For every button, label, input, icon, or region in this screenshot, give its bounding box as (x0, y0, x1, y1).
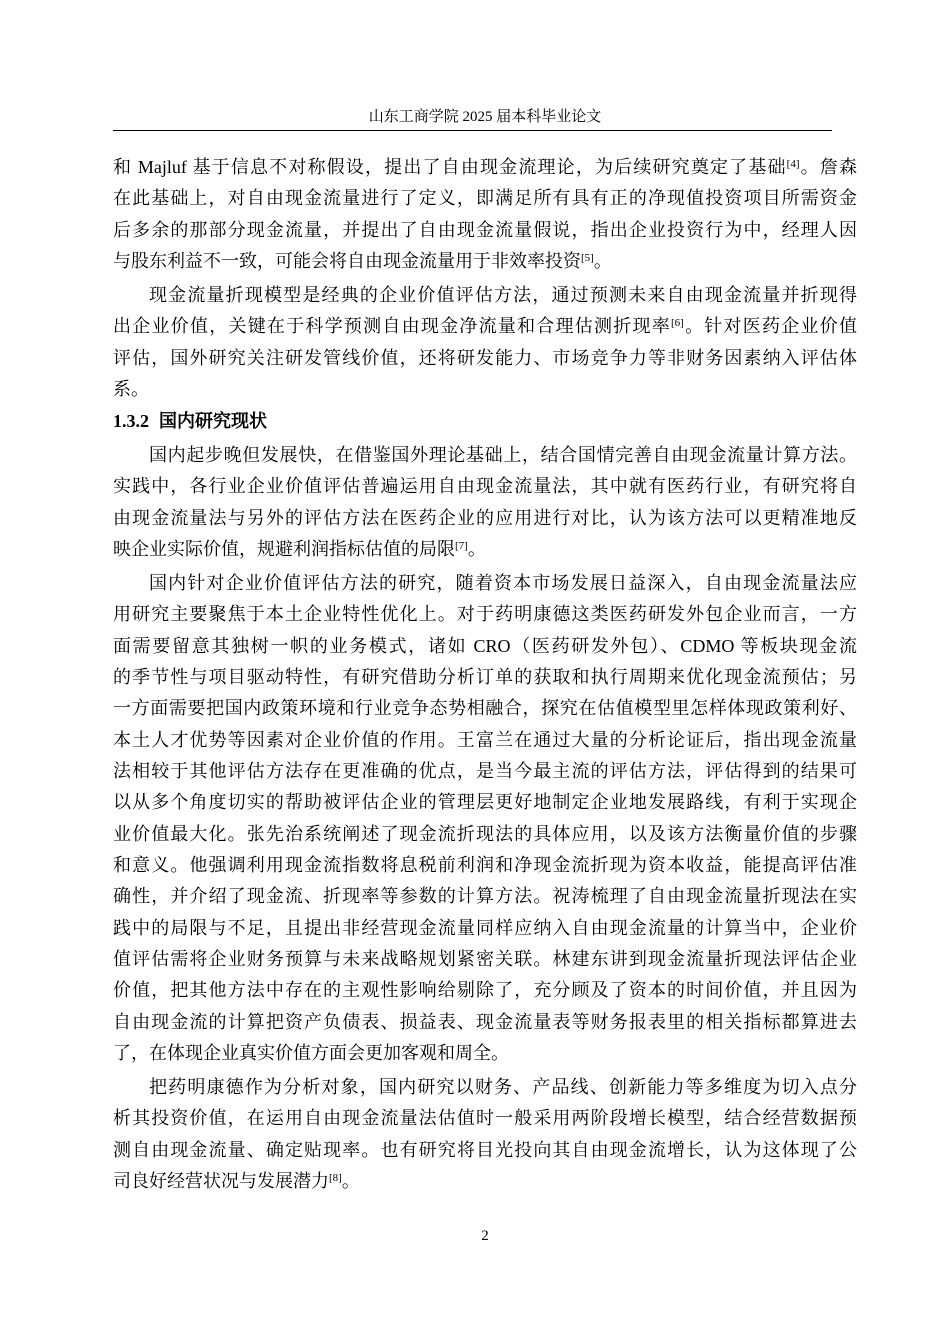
text-line: 值评估需将企业财务预算与未来战略规划紧密关联。林建东讲到现金流量折现法评估企业 (113, 949, 857, 970)
text-segment: 和 Majluf 基于信息不对称假设，提出了自由现金流理论，为后续研究奠定了基础 (113, 157, 787, 177)
page-number: 2 (481, 1228, 489, 1244)
citation-mark: [5] (581, 252, 594, 265)
text-line (113, 152, 857, 183)
citation-mark: [6] (671, 317, 684, 330)
paragraph (113, 1072, 857, 1197)
text-line: 面需要留意其独树一帜的业务模式，诸如 CRO（医药研发外包）、CDMO 等板块现金流 (113, 635, 857, 656)
text-line: 业价值最大化。张先治系统阐述了现金流折现法的具体应用，以及该方法衡量价值的步骤 (113, 823, 857, 844)
text-line: 的季节性与项目驱动特性，有研究借助分析订单的获取和执行周期来优化现金流预估；另 (113, 667, 857, 687)
text-segment: 与股东利益不一致，可能会将自由现金流量用于非效率投资 (113, 251, 581, 272)
text-line: 现金流量折现模型是经典的企业价值评估方法，通过预测未来自由现金流量并折现得 (149, 284, 857, 305)
text-line: 自由现金流的计算把资产负债表、损益表、现金流量表等财务报表里的相关指标都算进去 (113, 1011, 857, 1032)
citation-mark: [4] (786, 158, 800, 170)
text-line (113, 246, 857, 277)
text-line: 把药明康德作为分析对象，国内研究以财务、产品线、创新能力等多维度为切入点分 (149, 1076, 857, 1097)
text-line: 以从多个角度切实的帮助被评估企业的管理层更好地制定企业地发展路线，有利于实现企 (113, 792, 857, 813)
text-segment: 。詹森 (799, 157, 857, 177)
text-segment: 映企业实际价值，规避利润指标估值的局限 (113, 539, 455, 560)
text-segment: 。针对医药企业价值 (683, 316, 857, 337)
text-line (113, 534, 857, 565)
section-number: 1.3.2 (113, 411, 149, 432)
paragraph (113, 568, 857, 1070)
text-line (113, 311, 857, 342)
text-line: 价值，把其他方法中存在的主观性影响给剔除了，充分顾及了资本的时间价值，并且因为 (113, 980, 857, 1001)
text-line: 后多余的那部分现金流量，并提出了自由现金流量假说，指出企业投资行为中，经理人因 (113, 219, 857, 240)
text-segment: 。 (341, 1171, 360, 1191)
section-heading (113, 406, 857, 437)
text-line: 测自由现金流量、确定贴现率。也有研究将目光投向其自由现金流增长，认为这体现了公 (113, 1139, 857, 1160)
text-segment: 出企业价值，关键在于科学预测自由现金净流量和合理估测折现率 (113, 316, 671, 337)
text-line (113, 1166, 857, 1197)
text-line: 本土人才优势等因素对企业价值的作用。王富兰在通过大量的分析论证后，指出现金流量 (113, 729, 857, 750)
page-header-title: 山东工商学院 2025 届本科毕业论文 (368, 109, 602, 125)
text-line: 由现金流量法与另外的评估方法在医药企业的应用进行对比，认为该方法可以更精准地反 (113, 507, 857, 528)
text-line: 确性，并介绍了现金流、折现率等参数的计算方法。祝涛梳理了自由现金流量折现法在实 (113, 886, 857, 907)
text-line: 一方面需要把国内政策环境和行业竞争态势相融合，探究在估值模型里怎样体现政策利好、 (113, 698, 857, 719)
text-segment: 司良好经营状况与发展潜力 (113, 1171, 329, 1191)
citation-mark: [7] (455, 540, 468, 553)
text-segment: 。 (593, 251, 612, 272)
paragraph (113, 152, 857, 277)
citation-mark: [8] (329, 1172, 342, 1184)
body-text (113, 152, 857, 1197)
paragraph (113, 440, 857, 565)
text-line: 了，在体现企业真实价值方面会更加客观和周全。 (113, 1043, 509, 1064)
text-line: 国内针对企业价值评估方法的研究，随着资本市场发展日益深入，自由现金流量法应 (149, 572, 857, 593)
text-line: 践中的局限与不足，且提出非经营现金流量同样应纳入自由现金流量的计算当中，企业价 (113, 917, 857, 938)
text-line: 在此基础上，对自由现金流量进行了定义，即满足所有具有正的净现值投资项目所需资金 (113, 188, 857, 209)
section-title: 国内研究现状 (159, 411, 267, 432)
text-line: 国内起步晚但发展快，在借鉴国外理论基础上，结合国情完善自由现金流量计算方法。 (149, 445, 857, 466)
text-line: 法相较于其他评估方法存在更准确的优点，是当今最主流的评估方法，评估得到的结果可 (113, 761, 857, 782)
text-line: 和意义。他强调利用现金流指数将息税前利润和净现金流折现为资本收益，能提高评估准 (113, 855, 857, 876)
header-rule (113, 130, 832, 131)
text-line: 实践中，各行业企业价值评估普遍运用自由现金流量法，其中就有医药行业，有研究将自 (113, 476, 857, 497)
text-line: 系。 (113, 378, 149, 399)
paragraph (113, 280, 857, 405)
text-line: 析其投资价值，在运用自由现金流量法估值时一般采用两阶段增长模型，结合经营数据预 (113, 1108, 857, 1129)
text-line: 评估，国外研究关注研发管线价值，还将研发能力、市场竞争力等非财务因素纳入评估体 (113, 347, 857, 368)
text-line: 用研究主要聚焦于本土企业特性优化上。对于药明康德这类医药研发外包企业而言，一方 (113, 604, 857, 625)
text-segment: 。 (467, 539, 486, 560)
